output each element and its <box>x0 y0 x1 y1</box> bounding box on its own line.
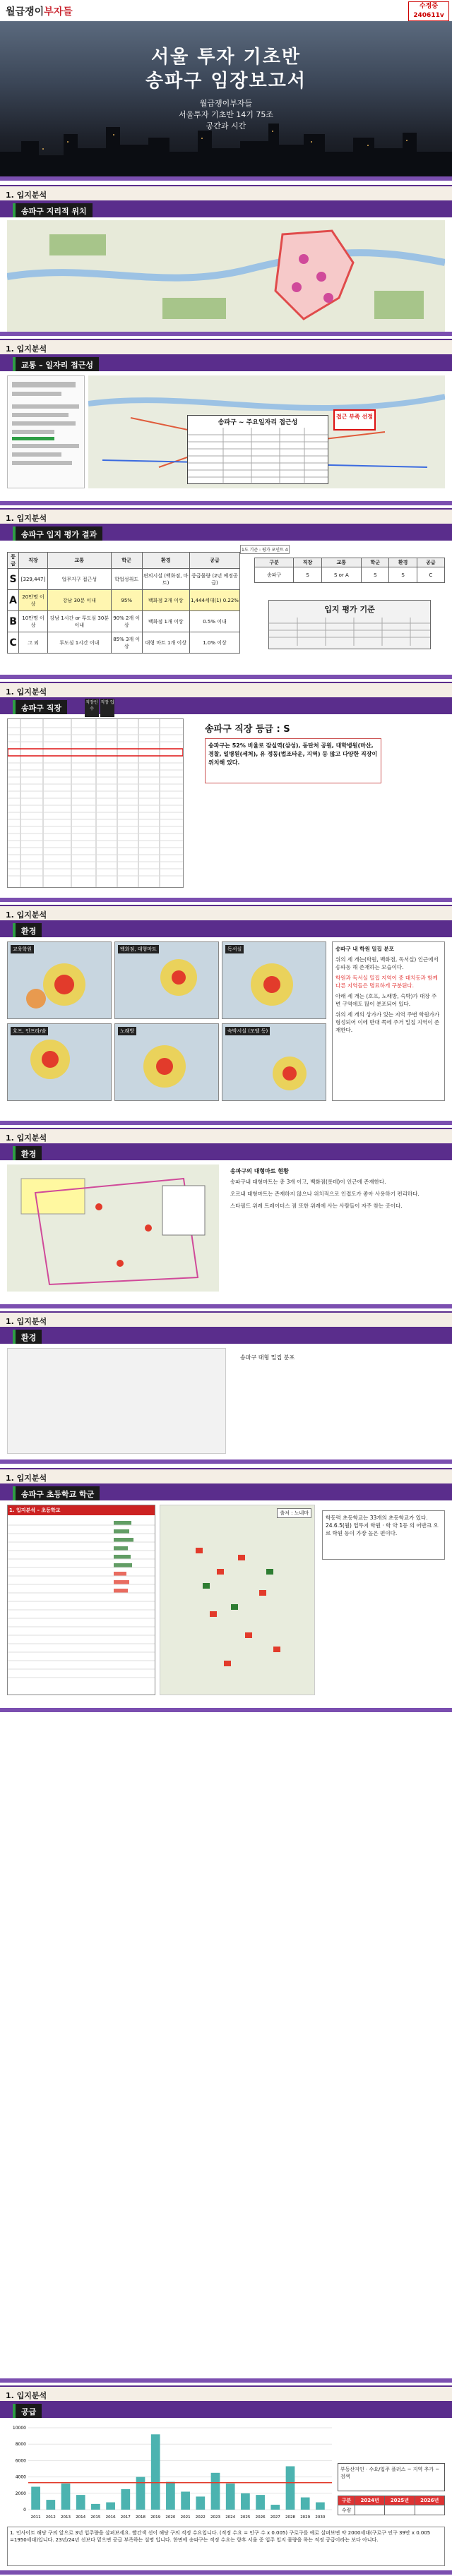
hero-course: 서울투자 기초반 14기 75조 <box>178 110 274 119</box>
school-notes: 학동력 초등학교는 33개의 초등학교가 있다. 24.6.5(월) 업무지 학원 · 학 약 1등 의 어반크 오르 학원 등이 가장 높은 편이다. <box>322 1510 445 1560</box>
x-tick-label: 2013 <box>61 2515 71 2520</box>
section-workplace <box>0 682 452 893</box>
top-bar <box>0 0 452 20</box>
environment-notes: 송파구 내 학원 밀집 분포 위의 세 개는(학원, 백화점, 독서실) 인근에서 송파동 해 존재하는 모습이다. 학원과 독서실 밀집 지역이 중 대치동과 함께 다른 지역들은 명료하게 구분된다. 아래 세 개는 (호프, 노래방, 숙박)가 대장 주변 구역에도 많이 분포되어 있다. 위의 세 개의 상가가 있는 지역 주변 학원가가 형성되어 이에 반대 쪽에 주거 밀집 지역이 존재한다. <box>332 941 445 1101</box>
section-heading: 1. 입지분석 <box>6 910 47 920</box>
x-tick-label: 2016 <box>105 2515 116 2520</box>
supply-bar <box>91 2504 100 2510</box>
brand-logo[interactable]: 월급쟁이부자들 <box>6 6 73 18</box>
commute-table: 송파구 ~ 주요일자리 접근성 <box>187 415 328 484</box>
heatmap-pubs[interactable]: 호프, 인프라/술 <box>7 1023 112 1101</box>
school-map[interactable]: 출처 : 노네마 <box>160 1505 315 1695</box>
x-tick-label: 2018 <box>136 2515 145 2520</box>
version-stamp: 수정중 240611v <box>408 1 449 21</box>
rating-criteria-box: 입지 평가 기준 <box>268 600 431 649</box>
section-heading: 1. 입지분석 <box>6 1133 47 1143</box>
supply-bar <box>196 2496 205 2510</box>
hero-org: 월급쟁이부자들 <box>199 99 253 108</box>
distribution-map[interactable] <box>7 1348 226 1454</box>
route-panel[interactable] <box>7 375 85 488</box>
section-supply <box>0 2385 452 2569</box>
y-tick-label: 2000 <box>15 2491 26 2496</box>
section-evaluation <box>0 508 452 670</box>
section-heading: 1. 입지분석 <box>6 687 47 697</box>
section-heading: 1. 입지분석 <box>6 514 47 523</box>
section-heading: 1. 입지분석 <box>0 185 452 200</box>
supply-bar <box>181 2491 190 2510</box>
y-tick-label: 8000 <box>15 2442 26 2448</box>
x-tick-label: 2021 <box>180 2515 191 2520</box>
section-tag: 공급 <box>13 2404 42 2418</box>
supply-chart <box>7 2424 332 2522</box>
workplace-description: 송파구는 52% 비율로 잠실역(삼성), 동탄처 공원, 대학병원(마산, 경찰, 일병원(세처), 유 정동(법조타운, 지역) 등 많고 다양한 직장이 위치해 있다. <box>205 738 381 783</box>
x-tick-label: 2026 <box>255 2515 266 2520</box>
heatmap-karaoke[interactable]: 노래방 <box>114 1023 219 1101</box>
supply-legend: 부동산지인 · 수요/입주 플러스 ~ 지역 추가 ~ 검색 <box>338 2463 445 2491</box>
section-tag: 환경 <box>13 1330 42 1344</box>
supply-bar <box>121 2489 130 2510</box>
supply-bar <box>136 2477 145 2510</box>
y-tick-label: 6000 <box>15 2458 26 2464</box>
x-tick-label: 2030 <box>315 2515 326 2520</box>
supply-mini-table: 구분 2024년 2025년 2026년 수량 <box>338 2496 445 2515</box>
supply-bar <box>256 2495 265 2510</box>
section-tag: 송파구 직장 <box>13 700 67 714</box>
x-tick-label: 2024 <box>225 2515 236 2520</box>
section-schools <box>0 1468 452 1701</box>
y-tick-label: 10000 <box>12 2426 26 2431</box>
hero-banner <box>0 21 452 176</box>
x-tick-label: 2014 <box>76 2515 86 2520</box>
business-toggle-button[interactable]: 직장 업 <box>100 699 114 717</box>
x-tick-label: 2028 <box>285 2515 295 2520</box>
hero-title-2: 송파구 임장보고서 <box>145 71 307 92</box>
section-transport <box>0 339 452 494</box>
x-tick-label: 2023 <box>210 2515 220 2520</box>
section-environment-2 <box>0 1311 452 1452</box>
supply-bar <box>46 2500 55 2510</box>
heatmap-department-stores[interactable]: 백화점, 대형마트 <box>114 941 219 1019</box>
section-heading: 1. 입지분석 <box>6 2391 47 2400</box>
grade-table: 등급 직장 교통 학군 환경 공급 S [329,447] 업무지구 접근성 학업성취도 편의시설 (백화점, 마트) 중급물량 (2년 예정공급) A 20만명 이상 강남 30분 이내 95% 백화점 2개 이상 1,444세대(1) 0.22% B 10만명 이상 강남 1시간 or 투도심 30분 이내 90% 2개 이상 백화점 1개 이상 0.5% 이내 C 그 외 투도심 1시간 이내 85% 3개 이상 대형 마트 1개 이상 1.0% 이상 <box>7 552 240 654</box>
supply-bar <box>76 2495 85 2510</box>
supply-bar <box>61 2484 71 2510</box>
x-tick-label: 2011 <box>30 2515 41 2520</box>
workplace-grade: 송파구 직장 등급 : S <box>205 724 290 735</box>
supply-bar <box>226 2484 235 2510</box>
y-tick-label: 0 <box>23 2508 26 2512</box>
summary-table: 구분 직장 교통 학군 환경 공급 송파구 S S or A S S C <box>254 558 445 583</box>
heatmap-education[interactable]: 교육학원 <box>7 941 112 1019</box>
section-tag: 교통 – 일자리 접근성 <box>13 357 99 371</box>
section-tag: 환경 <box>13 1146 42 1160</box>
hero-title-1: 서울 투자 기초반 <box>151 47 301 68</box>
hero-member: 공간과 시간 <box>206 121 246 131</box>
supply-bar <box>106 2503 115 2510</box>
x-tick-label: 2020 <box>165 2515 176 2520</box>
workplace-ranking-table <box>7 718 184 888</box>
legend-note: 1도 기준 : 평가 포인트 4 <box>240 545 290 554</box>
section-location <box>0 185 452 326</box>
heatmap-lodging[interactable]: 숙박시설 (모텔 등) <box>222 1023 326 1101</box>
supply-insight: 1. 인사이트 해당 구의 앞으로 3년 입주량을 살펴보세요. 빨간색 선이 해당 구의 적정 수요입니다. (적정 수요 = 인구 수 x 0.005) 구로구를 예로 살펴보면 약 2000세대(구로구 인구 39만 x 0.005 =1950세대)입니다. 23년/24년 선보다 밑으면 공급 부족하는 설명 입니다. 한면에 송파구는 적정 수요는 향후 서울 중 입주 입지 물량을 하는 적정 공급이라는 보다 아니다. <box>7 2527 445 2566</box>
supply-bar <box>166 2482 175 2510</box>
x-tick-label: 2017 <box>120 2515 131 2520</box>
supply-bar <box>270 2505 280 2510</box>
supply-bar <box>241 2493 250 2510</box>
mart-map[interactable] <box>7 1164 219 1292</box>
x-tick-label: 2025 <box>240 2515 251 2520</box>
workers-toggle-button[interactable]: 직장인 수 <box>85 699 99 717</box>
x-tick-label: 2027 <box>270 2515 280 2520</box>
x-tick-label: 2019 <box>150 2515 161 2520</box>
supply-bar <box>151 2434 160 2510</box>
supply-bar <box>301 2498 310 2510</box>
location-map[interactable] <box>7 220 445 333</box>
distribution-title: 송파구 대형 밀집 분포 <box>240 1354 295 1361</box>
section-heading: 1. 입지분석 <box>6 1474 47 1483</box>
y-tick-label: 4000 <box>15 2474 26 2480</box>
supply-bar <box>286 2467 295 2510</box>
heatmap-study-rooms[interactable]: 독서실 <box>222 941 326 1019</box>
section-heading: 1. 입지분석 <box>6 344 47 354</box>
section-marts <box>0 1128 452 1297</box>
x-tick-label: 2022 <box>195 2515 206 2520</box>
section-tag: 환경 <box>13 923 42 937</box>
section-tag: 송파구 지리적 위치 <box>13 203 93 217</box>
school-ranking-table: 1. 입지분석 – 초등학교 <box>7 1505 155 1695</box>
x-tick-label: 2015 <box>90 2515 101 2520</box>
x-tick-label: 2012 <box>45 2515 56 2520</box>
supply-bar <box>316 2503 325 2510</box>
supply-bar <box>31 2487 40 2510</box>
section-tag: 송파구 초등학교 학군 <box>13 1486 100 1500</box>
mart-notes: 송파구의 대형마트 현황 송파구내 대형마트는 총 3개 이고, 백화점(롯데)이 인근에 존재한다. 오르내 대형마트는 존재하지 않으나 위치적으로 인접도가 좋아 사용하기 편리하다. 스타필드 위례 트레이더스 점 또한 위례에 사는 사람들이 자주 찾는 곳이다. <box>230 1168 420 1209</box>
supply-bar <box>211 2473 220 2510</box>
highlight-note: 접근 부족 선정 <box>333 409 376 431</box>
section-environment <box>0 905 452 1117</box>
x-tick-label: 2029 <box>300 2515 311 2520</box>
section-tag: 송파구 입지 평가 결과 <box>13 526 102 541</box>
section-heading: 1. 입지분석 <box>6 1317 47 1326</box>
